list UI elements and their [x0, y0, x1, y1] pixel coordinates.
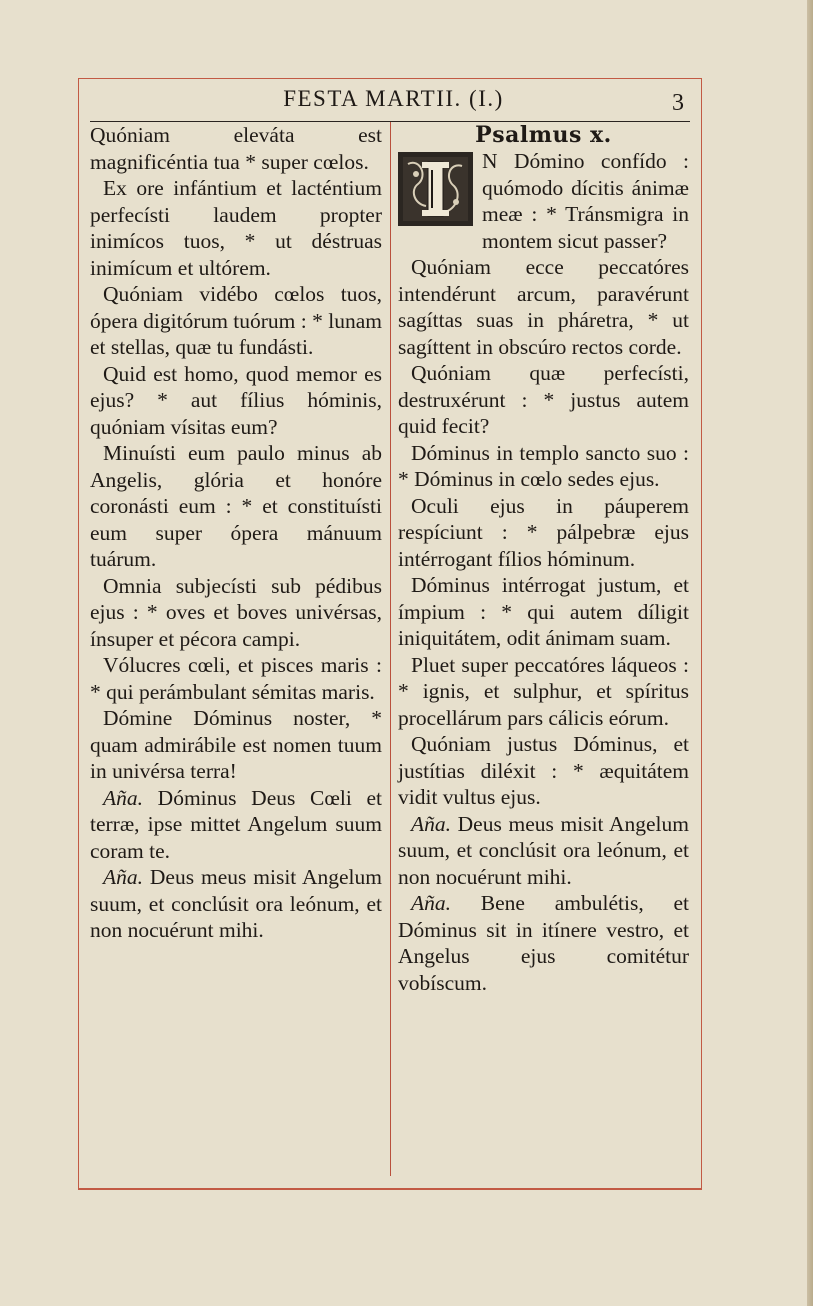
right-verse [398, 572, 689, 652]
right-paragraphs [398, 254, 689, 996]
page-edge [807, 0, 813, 1306]
verse-text: Quóniam vidébo cœlos tuos, ópera digitórum tuórum : * lunam et stellas, quæ tu fundásti. [90, 282, 382, 359]
verse-text: Quóniam justus Dóminus, et justítias diléxit : * æquitátem vidit vultus ejus. [398, 732, 689, 809]
left-verse [90, 281, 382, 361]
running-head [0, 86, 813, 112]
verse-text: Minuísti eum paulo minus ab Angelis, glória et honóre coronásti eum : * et constituísti eum super ópera mánuum tuárum. [90, 441, 382, 571]
antiphon-label: Aña. [103, 865, 144, 889]
left-verse [90, 175, 382, 281]
verse-text: Dóminus intérrogat justum, et ímpium : * qui autem díligit iniquitátem, odit ánimam suam. [398, 573, 689, 650]
verse-text: Dómine Dóminus noster, * quam admirábile est nomen tuum in univérsa terra! [90, 706, 382, 783]
right-verse [398, 811, 689, 891]
left-verse [90, 440, 382, 573]
verse-text: Quóniam quæ perfecísti, destruxérunt : * justus autem quid fecit? [398, 361, 689, 438]
right-verse [398, 731, 689, 811]
page-title: FESTA MARTII. (I.) [283, 86, 504, 111]
verse-text: Bene ambulétis, et Dóminus sit in itínere vestro, et Angelus ejus comitétur vobíscum. [398, 891, 689, 995]
left-verse [90, 705, 382, 785]
verse-text: Ex ore infántium et lacténtium perfecísti laudem propter inimícos tuos, * ut déstruas inimícum et ultórem. [90, 176, 382, 280]
right-verse [398, 440, 689, 493]
verse-text: Quóniam ecce peccatóres intendérunt arcum, paravérunt sagíttas suas in pháretra, * ut sagíttent in obscúro rectos corde. [398, 255, 689, 359]
verse-text: Oculi ejus in páuperem respíciunt : * pálpebræ ejus intérrogant fílios hóminum. [398, 493, 689, 571]
right-column [398, 122, 689, 996]
right-verse [398, 890, 689, 996]
antiphon-label: Aña. [411, 891, 452, 915]
opening-paragraph [398, 148, 689, 254]
left-verse [90, 361, 382, 441]
psalm-title: Psalmus x. [475, 122, 612, 148]
antiphon-label: Aña. [103, 785, 144, 810]
verse-text: Vólucres cœli, et pisces maris : * qui perámbulant sémitas maris. [90, 653, 382, 704]
verse-text: Omnia subjecísti sub pédibus ejus : * oves et boves univérsas, ínsuper et pécora campi. [90, 573, 382, 651]
verse-text: Quóniam eleváta est magnificéntia tua * super cœlos. [90, 123, 382, 174]
antiphon-label: Aña. [411, 811, 452, 836]
left-verse [90, 785, 382, 865]
verse-text: Dóminus Deus Cœli et terræ, ipse mittet Angelum suum coram te. [90, 785, 382, 863]
right-verse [398, 652, 689, 732]
left-verse [90, 652, 382, 705]
left-verse [90, 573, 382, 653]
right-verse [398, 360, 689, 440]
right-verse [398, 254, 689, 360]
verse-text: Dóminus in templo sancto suo : * Dóminus in cœlo sedes ejus. [398, 440, 689, 491]
verse-text: Pluet super peccatóres láqueos : * ignis, et sulphur, et spíritus procellárum pars cálicis eórum. [398, 652, 689, 730]
page-number: 3 [672, 90, 684, 116]
right-verse [398, 493, 689, 573]
verse-text: Quid est homo, quod memor es ejus? * aut fílius hóminis, quóniam vísitas eum? [90, 361, 382, 439]
opening-verse: N Dómino confído : quómodo dícitis ánimæ meæ : * Tránsmigra in montem sicut passer? [482, 149, 689, 253]
decorated-initial-icon [398, 152, 473, 226]
column-divider [390, 122, 391, 1176]
verse-text: Deus meus misit Angelum suum, et conclúsit ora leónum, et non nocuérunt mihi. [398, 811, 689, 889]
left-verse [90, 864, 382, 944]
verse-text: Deus meus misit Angelum suum, et conclúsit ora leónum, et non nocuérunt mihi. [90, 865, 382, 942]
left-column [90, 122, 382, 944]
left-verse [90, 122, 382, 175]
